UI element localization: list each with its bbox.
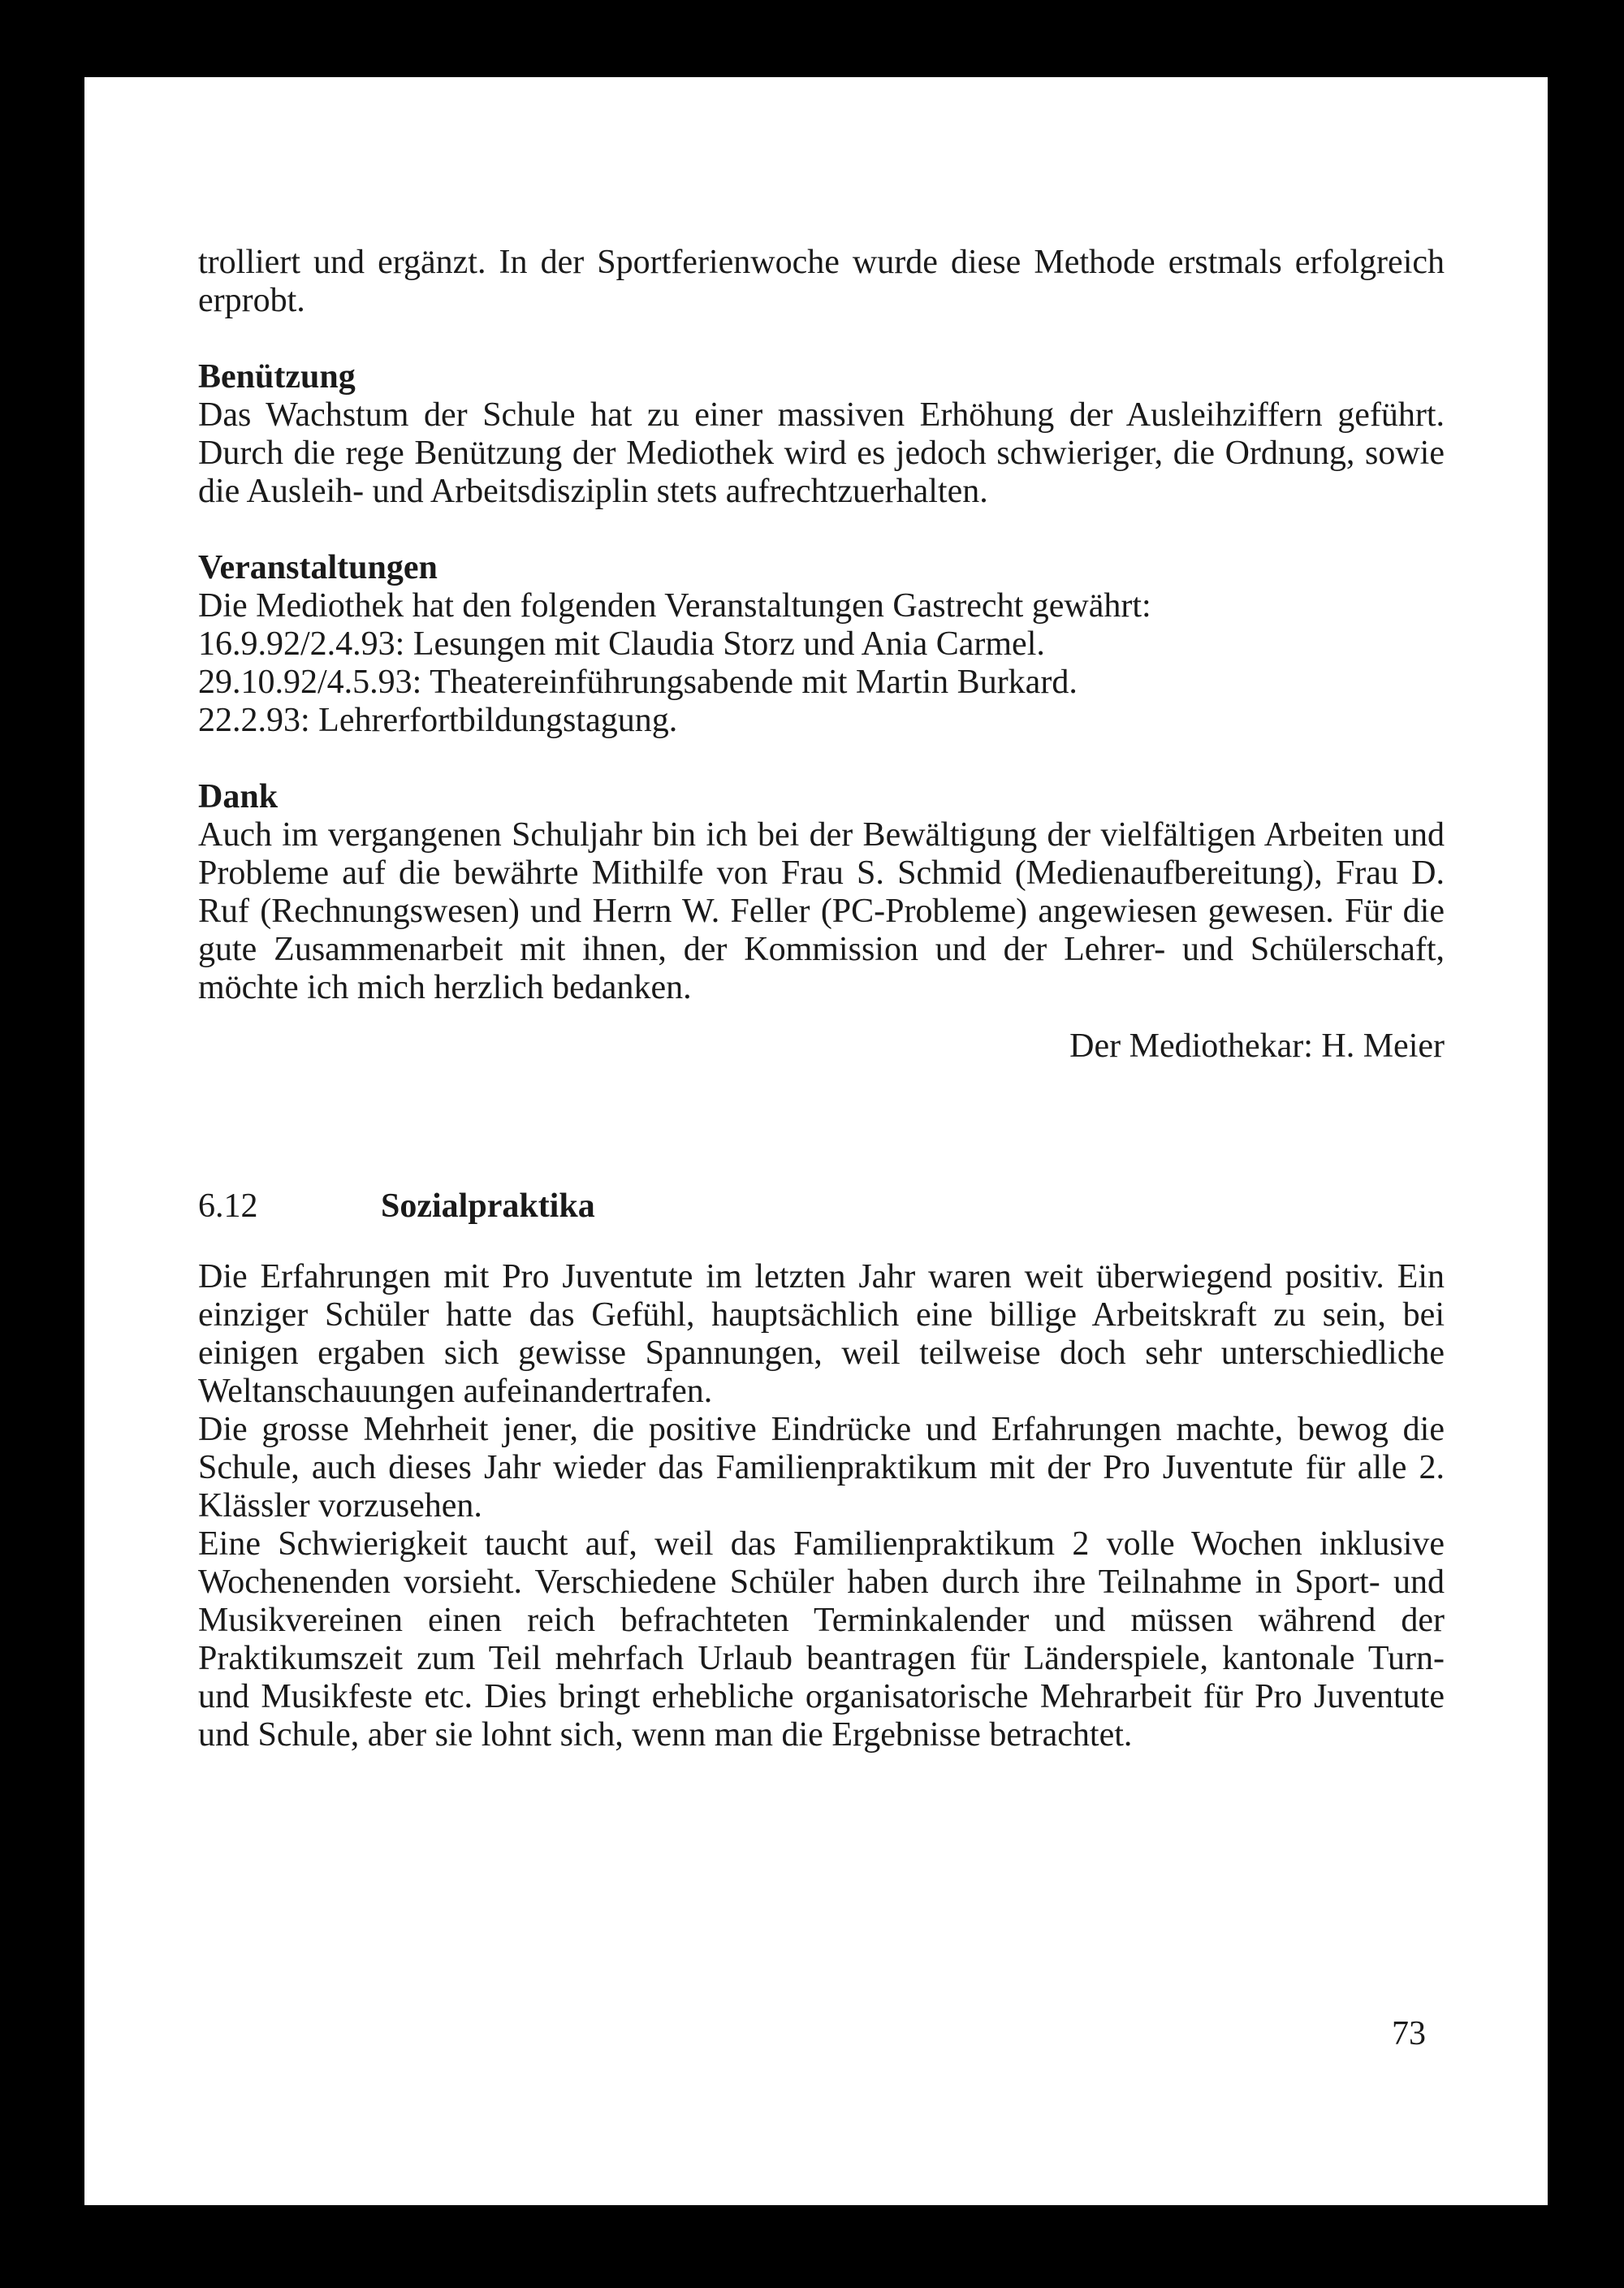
intro-paragraph: trolliert und ergänzt. In der Sportferienwoche wurde diese Methode erstmals erfolgreich erprobt. bbox=[198, 244, 1445, 319]
veranstaltungen-line: Die Mediothek hat den folgenden Veranstaltungen Gastrecht gewährt: bbox=[198, 587, 1151, 625]
benuetzung-heading: Benützung bbox=[198, 358, 356, 396]
document-page bbox=[84, 77, 1548, 2205]
veranstaltungen-section bbox=[198, 549, 1445, 740]
sozialpraktika-body bbox=[198, 1258, 1445, 1754]
benuetzung-paragraph: Das Wachstum der Schule hat zu einer massiven Erhöhung der Ausleihziffern geführt. Durch die rege Benützung der Mediothek wird es jedoch schwieriger, die Ordnung, sowie die Ausleih- und Arbeitsdisziplin stets aufrechtzuerhalten. bbox=[198, 396, 1445, 510]
section-title bbox=[198, 1187, 1445, 1226]
veranstaltungen-line: 16.9.92/2.4.93: Lesungen mit Claudia Storz und Ania Carmel. bbox=[198, 625, 1045, 663]
veranstaltungen-line: 29.10.92/4.5.93: Theatereinführungsabende mit Martin Burkard. bbox=[198, 664, 1078, 701]
intro-section bbox=[198, 244, 1445, 320]
benuetzung-section bbox=[198, 358, 1445, 511]
veranstaltungen-heading: Veranstaltungen bbox=[198, 549, 438, 586]
section-number: 6.12 bbox=[198, 1187, 258, 1225]
dank-heading: Dank bbox=[198, 778, 279, 815]
sozialpraktika-paragraph: Die grosse Mehrheit jener, die positive Eindrücke und Erfahrungen machte, bewog die Schule, auch dieses Jahr wieder das Familienpraktikum mit der Pro Juventute für alle 2. Klässler vorzusehen. bbox=[198, 1411, 1445, 1525]
signature: Der Mediothekar: H. Meier bbox=[1069, 1027, 1445, 1065]
page-number: 73 bbox=[1392, 2015, 1426, 2052]
dank-paragraph: Auch im vergangenen Schuljahr bin ich bei der Bewältigung der vielfältigen Arbeiten und Probleme auf die bewährte Mithilfe von Frau S. Schmid (Medienaufbereitung), Frau D. Ruf (Rechnungswesen) und Herrn W. Feller (PC-Probleme) angewiesen gewesen. Für die gute Zusammenarbeit mit ihnen, der Kommission und der Lehrer- und Schülerschaft, möchte ich mich herzlich bedanken. bbox=[198, 816, 1445, 1006]
veranstaltungen-line: 22.2.93: Lehrerfortbildungstagung. bbox=[198, 702, 678, 739]
sozialpraktika-paragraph: Eine Schwierigkeit taucht auf, weil das Familienpraktikum 2 volle Wochen inklusive Wochenenden vorsieht. Verschiedene Schüler haben durch ihre Teilnahme in Sport- und Musikvereinen einen reich befrachteten Terminkalender und müssen während der Praktikumszeit zum Teil mehrfach Urlaub beantragen für Länderspiele, kantonale Turn- und Musikfeste etc. Dies bringt erhebliche organisatorische Mehrarbeit für Pro Juventute und Schule, aber sie lohnt sich, wenn man die Ergebnisse betrachtet. bbox=[198, 1525, 1445, 1754]
page-content bbox=[198, 244, 1445, 1754]
section-heading: Sozialpraktika bbox=[381, 1187, 595, 1225]
dank-section bbox=[198, 778, 1445, 1066]
sozialpraktika-paragraph: Die Erfahrungen mit Pro Juventute im letzten Jahr waren weit überwiegend positiv. Ein einziger Schüler hatte das Gefühl, hauptsächlich eine billige Arbeitskraft zu sein, bei einigen ergaben sich gewisse Spannungen, weil teilweise doch sehr unterschiedliche Weltanschauungen aufeinandertrafen. bbox=[198, 1258, 1445, 1410]
